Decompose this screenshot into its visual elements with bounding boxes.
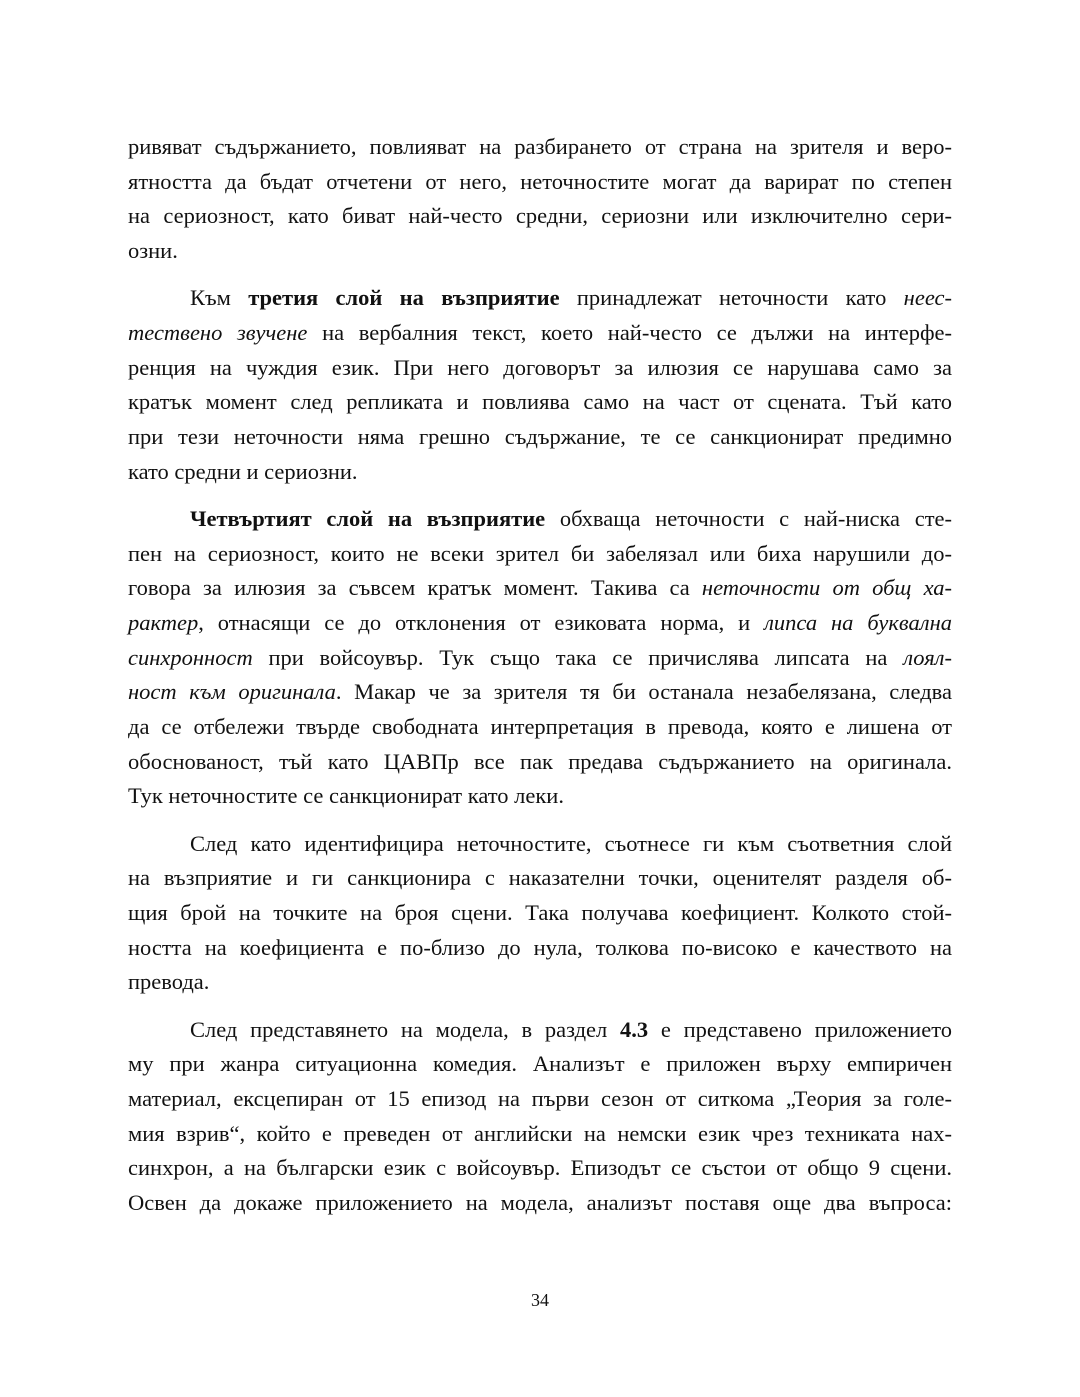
bold-term: Четвъртият слой на възприятие xyxy=(190,505,546,531)
text-run: при тези неточности няма грешно съдържание, те се санкционират предимно xyxy=(128,424,952,449)
text-run: мия взрив“, който е преведен от английски на немски език чрез техниката нах- xyxy=(128,1120,952,1146)
paragraph-1 xyxy=(128,130,952,269)
text-line xyxy=(128,165,952,200)
text-line xyxy=(128,199,952,234)
text-line xyxy=(128,965,952,1000)
paragraph-3 xyxy=(128,502,952,814)
text-run: говора за илюзия за съвсем кратък момент. Такива са xyxy=(128,575,702,601)
section-reference: 4.3 xyxy=(620,1016,649,1042)
text-line xyxy=(128,316,952,351)
paragraph-2 xyxy=(128,281,952,489)
text-line xyxy=(128,896,952,931)
text-line xyxy=(128,1117,952,1152)
italic-term: неес- xyxy=(903,285,952,311)
text-run: . Макар че за зрителя тя би останала незабелязана, следва xyxy=(335,679,952,705)
text-line xyxy=(128,827,952,862)
text-run: му при жанра ситуационна комедия. Анализът е приложен върху емпиричен xyxy=(128,1051,952,1077)
text-line xyxy=(128,1186,952,1221)
page-number: 34 xyxy=(531,1290,549,1310)
italic-term: ност към оригинала xyxy=(128,679,336,705)
text-line xyxy=(128,502,952,537)
text-run: Тук неточностите се санкционират като леки. xyxy=(128,783,564,809)
text-line xyxy=(128,351,952,386)
text-line xyxy=(128,1082,952,1117)
text-run: е представено приложението xyxy=(648,1016,952,1042)
paragraph-spacing xyxy=(128,269,952,282)
text-line xyxy=(128,420,952,455)
text-run: като средни и сериозни. xyxy=(128,458,358,484)
text-run: озни. xyxy=(128,238,178,264)
body-text xyxy=(128,130,952,1221)
text-run: кратък момент след репликата и повлиява само на част от сцената. Тъй като xyxy=(128,389,952,415)
text-run: синхрон, а на български език с войсоувър. Епизодът се състои от общо 9 сцени. xyxy=(128,1155,952,1181)
text-run: ривяват съдържанието, повлияват на разбирането от страна на зрителя и веро- xyxy=(128,134,952,159)
text-line xyxy=(128,861,952,896)
text-run: Освен да докаже приложението на модела, анализът поставя още два въпроса: xyxy=(128,1189,952,1215)
text-line xyxy=(128,537,952,572)
text-line xyxy=(128,385,952,420)
italic-term: лоял- xyxy=(903,644,952,670)
text-run: превода. xyxy=(128,969,210,995)
text-run: материал, ексцепиран от 15 епизод на първи сезон от ситкома „Теория за голе- xyxy=(128,1085,952,1111)
text-line xyxy=(128,281,952,316)
text-run: щия брой на точките на броя сцени. Така получава коефициент. Колкото стой- xyxy=(128,899,952,925)
text-run: Към xyxy=(190,285,249,311)
italic-term: липса на буквална xyxy=(764,609,952,635)
bold-term: третия слой на възприятие xyxy=(248,285,560,311)
text-run: обоснованост, тъй като ЦАВПр все пак предава съдържанието на оригинала. xyxy=(128,748,952,774)
text-line xyxy=(128,641,952,676)
paragraph-4 xyxy=(128,827,952,1000)
paragraph-5 xyxy=(128,1013,952,1221)
text-run: ренция на чуждия език. При него договорът за илюзия се нарушава само за xyxy=(128,354,952,380)
text-line xyxy=(128,606,952,641)
text-run: принадлежат неточности като xyxy=(559,285,904,311)
text-line xyxy=(128,130,952,165)
text-line xyxy=(128,779,952,814)
italic-term: рактер xyxy=(128,609,199,635)
text-run: След като идентифицира неточностите, съотнесе ги към съответния слой xyxy=(190,830,952,856)
text-line xyxy=(128,1013,952,1048)
text-line xyxy=(128,931,952,966)
text-run: пен на сериозност, които не всеки зрител би забелязал или биха нарушили до- xyxy=(128,540,952,566)
italic-term: тествено звучене xyxy=(128,319,308,345)
text-run: След представянето на модела, в раздел xyxy=(190,1016,621,1042)
text-run: ността на коефициента е по-близо до нула, толкова по-високо е качеството на xyxy=(128,934,952,960)
text-run: на вербалния текст, което най-често се дължи на интерфе- xyxy=(307,319,952,345)
text-run: да се отбележи твърде свободната интерпретация в превода, която е лишена от xyxy=(128,714,952,739)
text-run: при войсоувър. Тук също така се причислява липсата на xyxy=(252,644,904,670)
text-line xyxy=(128,710,952,745)
italic-term: синхронност xyxy=(128,644,253,670)
text-run: на сериозност, като биват най-често средни, сериозни или изключително сери- xyxy=(128,203,952,229)
text-line xyxy=(128,455,952,490)
paragraph-spacing xyxy=(128,1000,952,1013)
text-line xyxy=(128,745,952,780)
text-run: обхваща неточности с най-ниска сте- xyxy=(545,505,953,531)
text-run: на възприятие и ги санкционира с наказателни точки, оценителят разделя об- xyxy=(128,865,952,891)
text-line xyxy=(128,1151,952,1186)
text-line xyxy=(128,1047,952,1082)
text-line xyxy=(128,234,952,269)
paragraph-spacing xyxy=(128,489,952,502)
text-line xyxy=(128,675,952,710)
text-line xyxy=(128,571,952,606)
text-run: ятността да бъдат отчетени от него, неточностите могат да варират по степен xyxy=(128,168,952,194)
text-run: , отнасящи се до отклонения от езиковата норма, и xyxy=(198,609,765,635)
paragraph-spacing xyxy=(128,814,952,827)
italic-term: неточности от общ ха- xyxy=(701,575,953,601)
